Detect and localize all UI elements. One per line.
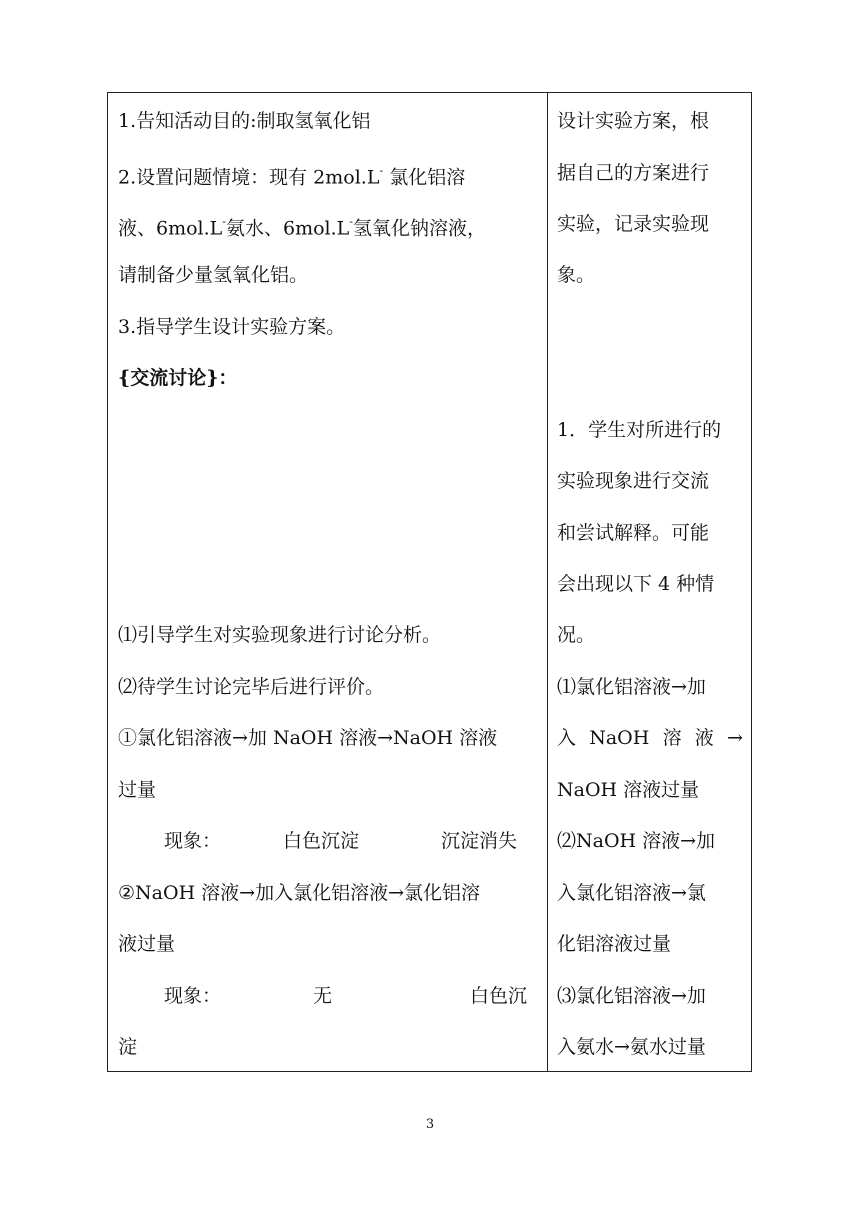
right-line-13: ⑵NaOH 溶液→加 [557, 830, 716, 852]
left-line-1: 1.告知活动目的:制取氢氧化铝 [118, 110, 371, 132]
right-line-12: NaOH 溶液过量 [557, 779, 700, 801]
left-line-3: 液、6mol.L-氨水、6mol.L-氢氧化钠溶液， [118, 215, 487, 240]
left-line-15: 淀 [118, 1036, 138, 1058]
left-line-12: ②NaOH 溶液→加入氯化铝溶液→氯化铝溶 [118, 882, 481, 904]
left-line-13: 液过量 [118, 933, 176, 955]
right-line-11: 入 NaOH 溶 液 → [557, 727, 743, 749]
content-table [107, 92, 752, 1072]
left-line-2: 2.设置问题情境：现有 2mol.L- 氯化铝溶 [118, 164, 466, 189]
right-line-5: 1．学生对所进行的 [557, 419, 722, 441]
right-line-17: 入氨水→氨水过量 [557, 1036, 706, 1058]
page-number: 3 [425, 1117, 435, 1132]
phenomenon-label-2: 现象： [164, 985, 222, 1007]
left-line-8: ⑵待学生讨论完毕后进行评价。 [118, 676, 385, 698]
left-line-5: 3.指导学生设计实验方案。 [118, 316, 346, 338]
right-line-16: ⑶氯化铝溶液→加 [557, 985, 706, 1007]
right-line-6: 实验现象进行交流 [557, 470, 710, 492]
column-divider [547, 93, 548, 1071]
phenomenon-value-2b: 白色沉 [470, 985, 528, 1007]
phenomenon-value-1a: 白色沉淀 [283, 830, 360, 852]
right-line-8: 会出现以下 4 种情 [557, 573, 715, 595]
phenomenon-value-1b: 沉淀消失 [441, 830, 518, 852]
phenomenon-label-1: 现象： [164, 830, 222, 852]
phenomenon-value-2a: 无 [313, 985, 333, 1007]
right-line-14: 入氯化铝溶液→氯 [557, 882, 706, 904]
right-line-3: 实验，记录实验现 [557, 213, 710, 235]
discussion-heading: {交流讨论}： [118, 367, 238, 389]
left-line-4: 请制备少量氢氧化铝。 [118, 264, 309, 286]
right-line-9: 况。 [557, 624, 596, 646]
left-line-9: ①氯化铝溶液→加 NaOH 溶液→NaOH 溶液 [118, 727, 498, 749]
right-line-15: 化铝溶液过量 [557, 933, 672, 955]
right-line-2: 据自己的方案进行 [557, 162, 710, 184]
left-line-10: 过量 [118, 779, 157, 801]
left-line-7: ⑴引导学生对实验现象进行讨论分析。 [118, 624, 442, 646]
right-line-1: 设计实验方案，根 [557, 110, 710, 132]
right-line-4: 象。 [557, 264, 596, 286]
right-line-7: 和尝试解释。可能 [557, 522, 710, 544]
right-line-10: ⑴氯化铝溶液→加 [557, 676, 706, 698]
